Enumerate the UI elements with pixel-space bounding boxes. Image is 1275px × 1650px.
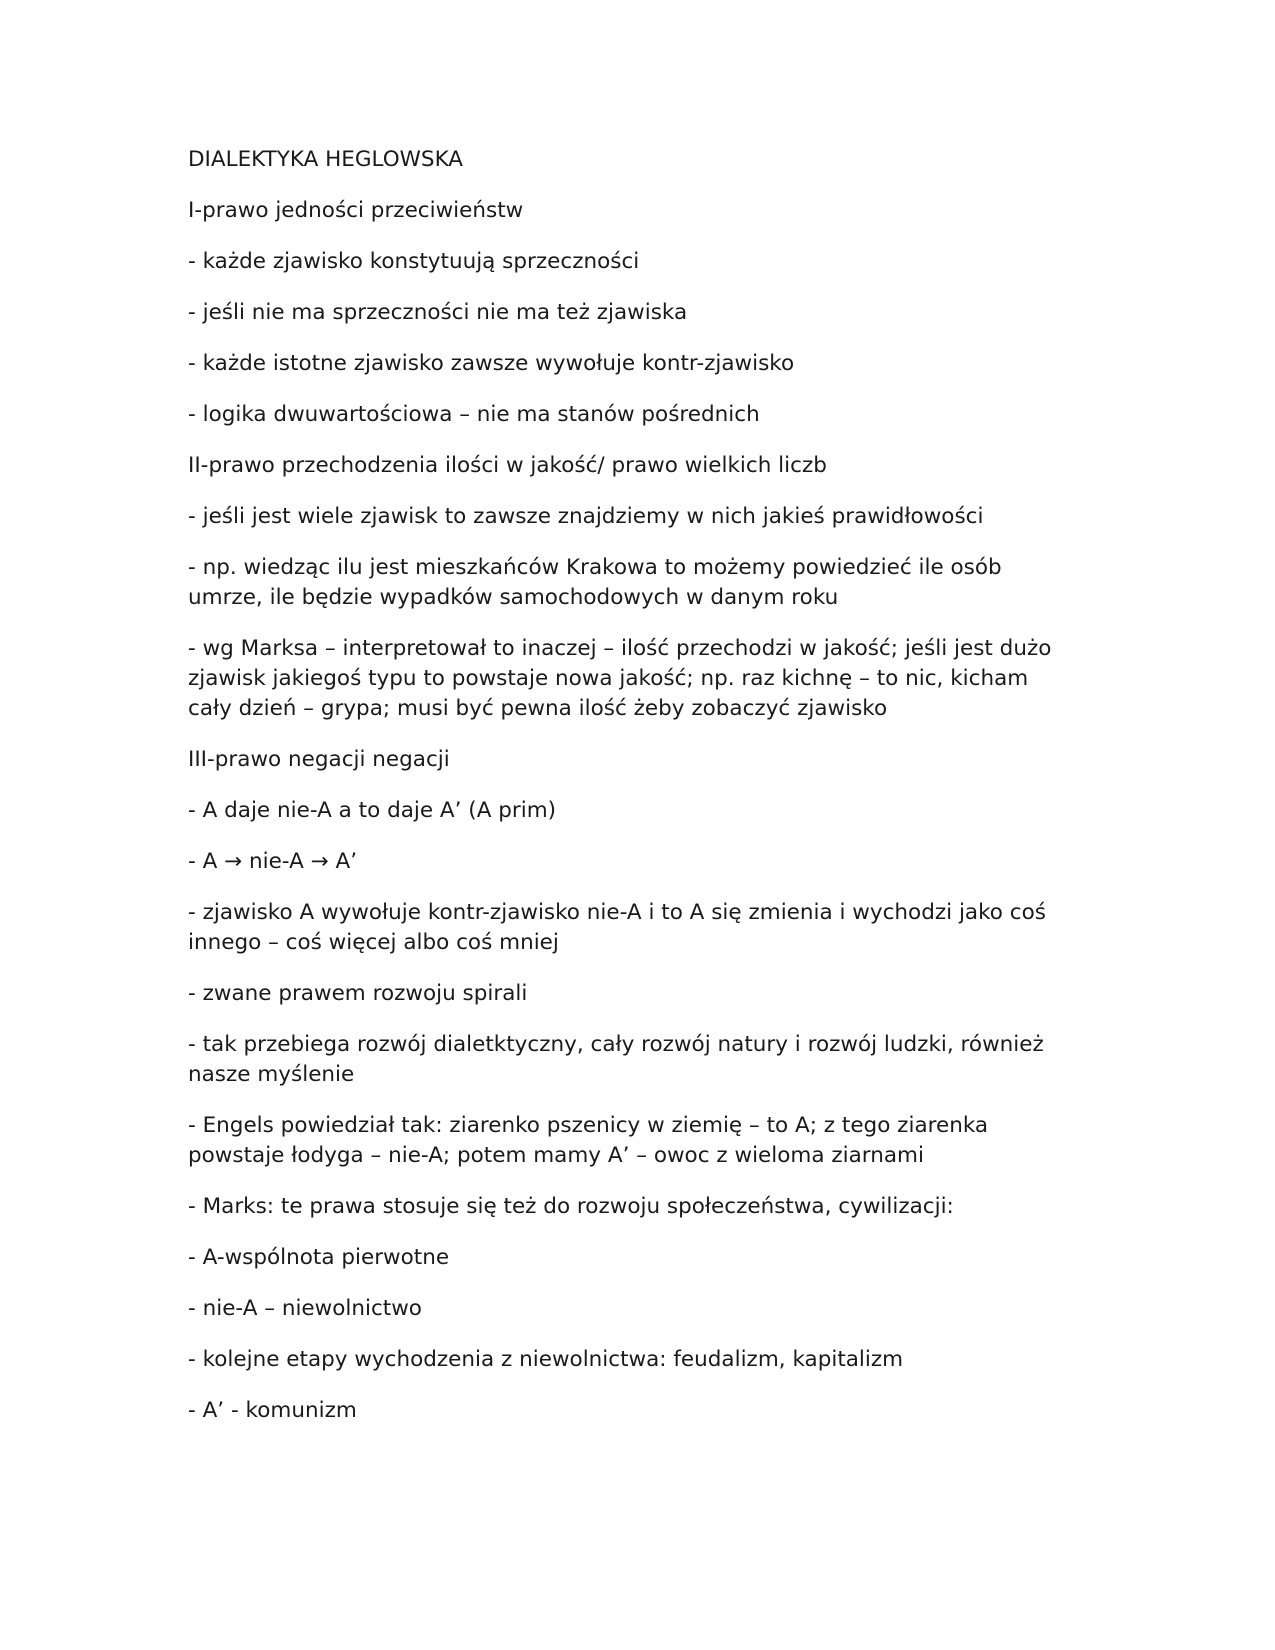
paragraph: - A → nie-A → A’ — [188, 849, 358, 874]
paragraph: - kolejne etapy wychodzenia z niewolnictwa: feudalizm, kapitalizm — [188, 1347, 904, 1372]
paragraph: - np. wiedząc ilu jest mieszkańców Krakowa to możemy powiedzieć ile osób umrze, ile będzie wypadków samochodowych w danym roku — [188, 555, 1002, 610]
paragraph: - zjawisko A wywołuje kontr-zjawisko nie-A i to A się zmienia i wychodzi jako coś innego – coś więcej albo coś mniej — [188, 900, 1046, 955]
paragraph: - Marks: te prawa stosuje się też do rozwoju społeczeństwa, cywilizacji: — [188, 1194, 954, 1219]
document-body — [188, 145, 1078, 1447]
paragraph: - Engels powiedział tak: ziarenko pszenicy w ziemię – to A; z tego ziarenka powstaje łodyga – nie-A; potem mamy A’ – owoc z wieloma ziarnami — [188, 1113, 989, 1168]
law-2-heading: II-prawo przechodzenia ilości w jakość/ prawo wielkich liczb — [188, 453, 827, 478]
paragraph: - A-wspólnota pierwotne — [188, 1245, 450, 1270]
document-title: DIALEKTYKA HEGLOWSKA — [188, 147, 464, 172]
paragraph: - każde zjawisko konstytuują sprzeczności — [188, 249, 640, 274]
paragraph: - wg Marksa – interpretował to inaczej – ilość przechodzi w jakość; jeśli jest dużo zjawisk jakiegoś typu to powstaje nowa jakość; np. raz kichnę – to nic, kicham cały dzień – grypa; musi być pewna ilość żeby zobaczyć zjawisko — [188, 636, 1052, 721]
paragraph: - A daje nie-A a to daje A’ (A prim) — [188, 798, 557, 823]
paragraph: - jeśli nie ma sprzeczności nie ma też zjawiska — [188, 300, 688, 325]
paragraph: - logika dwuwartościowa – nie ma stanów pośrednich — [188, 402, 760, 427]
paragraph: - A’ - komunizm — [188, 1398, 357, 1423]
law-3-heading: III-prawo negacji negacji — [188, 747, 450, 772]
paragraph: - jeśli jest wiele zjawisk to zawsze znajdziemy w nich jakieś prawidłowości — [188, 504, 984, 529]
paragraph: - zwane prawem rozwoju spirali — [188, 981, 528, 1006]
paragraph: - tak przebiega rozwój dialetktyczny, cały rozwój natury i rozwój ludzki, również nasze myślenie — [188, 1032, 1044, 1087]
paragraph: - nie-A – niewolnictwo — [188, 1296, 422, 1321]
paragraph: - każde istotne zjawisko zawsze wywołuje kontr-zjawisko — [188, 351, 795, 376]
law-1-heading: I-prawo jedności przeciwieństw — [188, 198, 524, 223]
